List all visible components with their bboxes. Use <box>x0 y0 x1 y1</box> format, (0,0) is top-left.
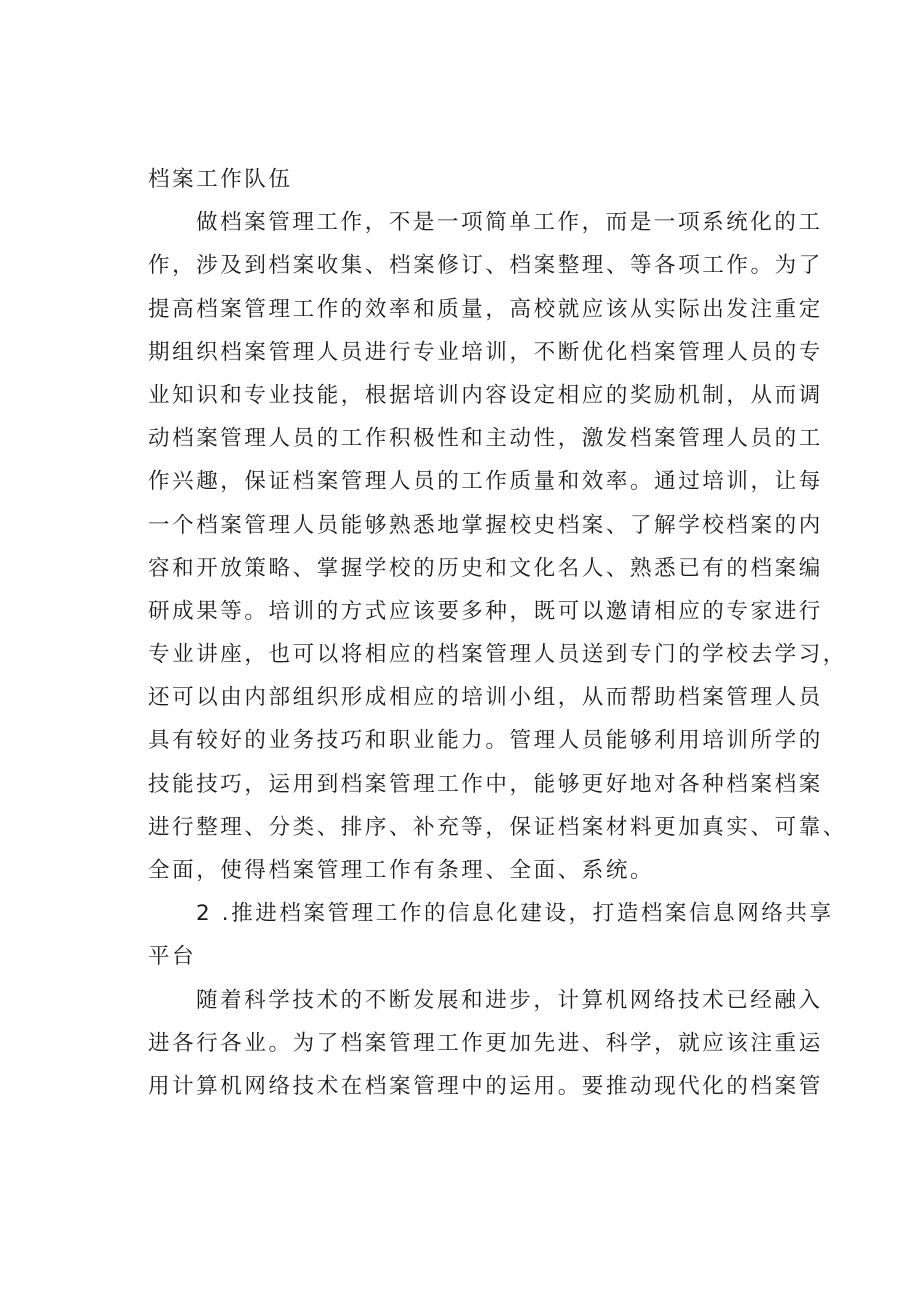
section-heading: 2 .推进档案管理工作的信息化建设，打造档案信息网络共享 <box>196 901 834 927</box>
body-text <box>148 158 847 1108</box>
text-line: 技能技巧，运用到档案管理工作中，能够更好地对各种档案档案 <box>148 771 823 797</box>
text-line: 一个档案管理人员能够熟悉地掌握校史档案、了解学校档案的内 <box>148 512 823 538</box>
text-line: 动档案管理人员的工作积极性和主动性，激发档案管理人员的工 <box>148 426 823 452</box>
text-line: 做档案管理工作，不是一项简单工作，而是一项系统化的工 <box>196 210 823 236</box>
text-line: 专业讲座，也可以将相应的档案管理人员送到专门的学校去学习， <box>148 642 847 668</box>
text-line: 提高档案管理工作的效率和质量，高校就应该从实际出发注重定 <box>148 296 823 322</box>
text-line: 进各行各业。为了档案管理工作更加先进、科学，就应该注重运 <box>148 1030 823 1056</box>
text-line: 期组织档案管理人员进行专业培训，不断优化档案管理人员的专 <box>148 339 823 365</box>
text-line: 档案工作队伍 <box>148 167 293 192</box>
text-line: 具有较好的业务技巧和职业能力。管理人员能够利用培训所学的 <box>148 728 823 754</box>
text-line: 容和开放策略、掌握学校的历史和文化名人、熟悉已有的档案编 <box>148 555 823 581</box>
text-line: 全面，使得档案管理工作有条理、全面、系统。 <box>148 858 655 883</box>
text-line: 用计算机网络技术在档案管理中的运用。要推动现代化的档案管 <box>148 1073 823 1099</box>
text-line: 研成果等。培训的方式应该要多种，既可以邀请相应的专家进行 <box>148 598 823 624</box>
text-line: 随着科学技术的不断发展和进步，计算机网络技术已经融入 <box>196 987 823 1013</box>
text-line: 作兴趣，保证档案管理人员的工作质量和效率。通过培训，让每 <box>148 469 823 495</box>
text-line: 进行整理、分类、排序、补充等，保证档案材料更加真实、可靠、 <box>148 814 847 840</box>
text-line: 作，涉及到档案收集、档案修订、档案整理、等各项工作。为了 <box>148 253 823 279</box>
section-heading-continued: 平台 <box>148 944 197 970</box>
text-line: 还可以由内部组织形成相应的培训小组，从而帮助档案管理人员 <box>148 685 823 711</box>
text-line: 业知识和专业技能，根据培训内容设定相应的奖励机制，从而调 <box>148 382 823 408</box>
